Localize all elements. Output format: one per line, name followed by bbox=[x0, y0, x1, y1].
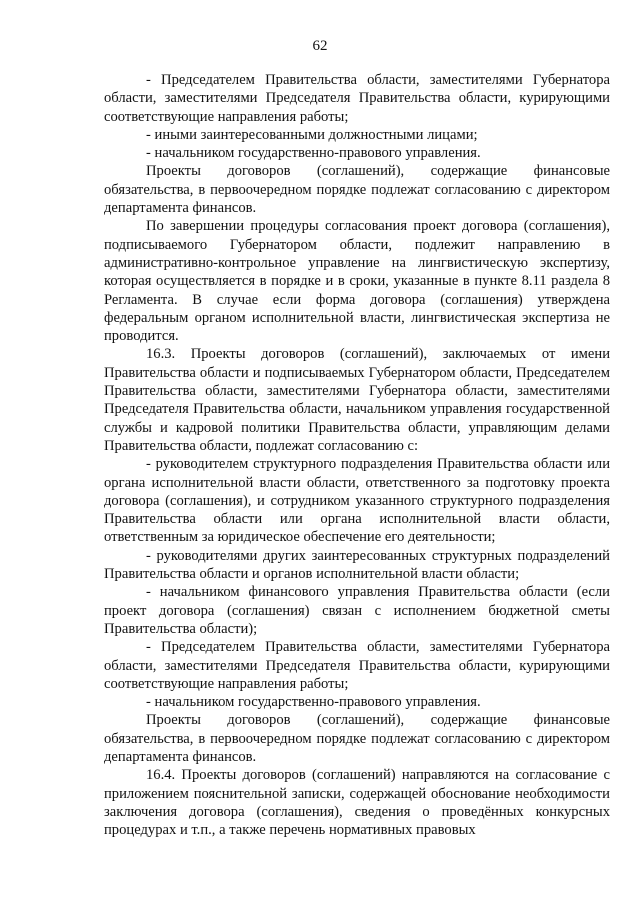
paragraph: - начальником финансового управления Правительства области (если проект договора (соглашения) связан с исполнением бюджетной сметы Правительства области); bbox=[104, 584, 610, 637]
paragraph: Проекты договоров (соглашений), содержащие финансовые обязательства, в первоочередном порядке подлежат согласованию с директором департамента финансов. bbox=[104, 712, 610, 765]
paragraph: - иными заинтересованными должностными лицами; bbox=[146, 126, 478, 143]
page-number: 62 bbox=[312, 38, 328, 54]
paragraph: Проекты договоров (соглашений), содержащие финансовые обязательства, в первоочередном порядке подлежат согласованию с директором департамента финансов. bbox=[104, 163, 610, 217]
paragraph: - руководителями других заинтересованных структурных подразделений Правительства области и органов исполнительной власти области; bbox=[104, 547, 610, 583]
document-body bbox=[104, 71, 610, 839]
paragraph: - Председателем Правительства области, заместителями Губернатора области, заместителями Председателя Правительства области, курирующими соответствующие направления работы; bbox=[104, 72, 610, 125]
paragraph: 16.3. Проекты договоров (соглашений), заключаемых от имени Правительства области и подписываемых Губернатором области, Председателем Правительства области, заместителями Губернатора области, заместителями Председателя Правительства области, начальником управления государственной службы и кадровой политики Правительства области, управляющим делами Правительства области, подлежат согласованию с: bbox=[104, 346, 610, 454]
paragraph: По завершении процедуры согласования проект договора (соглашения), подписываемого Губернатором области, подлежит направлению в административно-контрольное управление на лингвистическую экспертизу, которая осуществляется в порядке и в сроки, указанные в пункте 8.11 раздела 8 Регламента. В случае если форма договора (соглашения) утверждена федеральным органом исполнительной власти, лингвистическая экспертиза не проводится. bbox=[104, 218, 610, 345]
paragraph: 16.4. Проекты договоров (соглашений) направляются на согласование с приложением пояснительной записки, содержащей обоснование необходимости заключения договора (соглашения), сведения о проведённых конкурсных процедурах и т.п., а также перечень нормативных правовых bbox=[104, 767, 610, 839]
paragraph: - начальником государственно-правового управления. bbox=[146, 145, 481, 162]
paragraph: - руководителем структурного подразделения Правительства области или органа исполнительной власти области, ответственного за подготовку проекта договора (соглашения), и сотрудником указанного структурного подразделения Правительства области или органа исполнительной власти области, ответственным за юридическое обеспечение его деятельности; bbox=[104, 456, 610, 546]
paragraph: - Председателем Правительства области, заместителями Губернатора области, заместителями Председателя Правительства области, курирующими соответствующие направления работы; bbox=[104, 639, 610, 692]
paragraph: - начальником государственно-правового управления. bbox=[146, 694, 481, 711]
